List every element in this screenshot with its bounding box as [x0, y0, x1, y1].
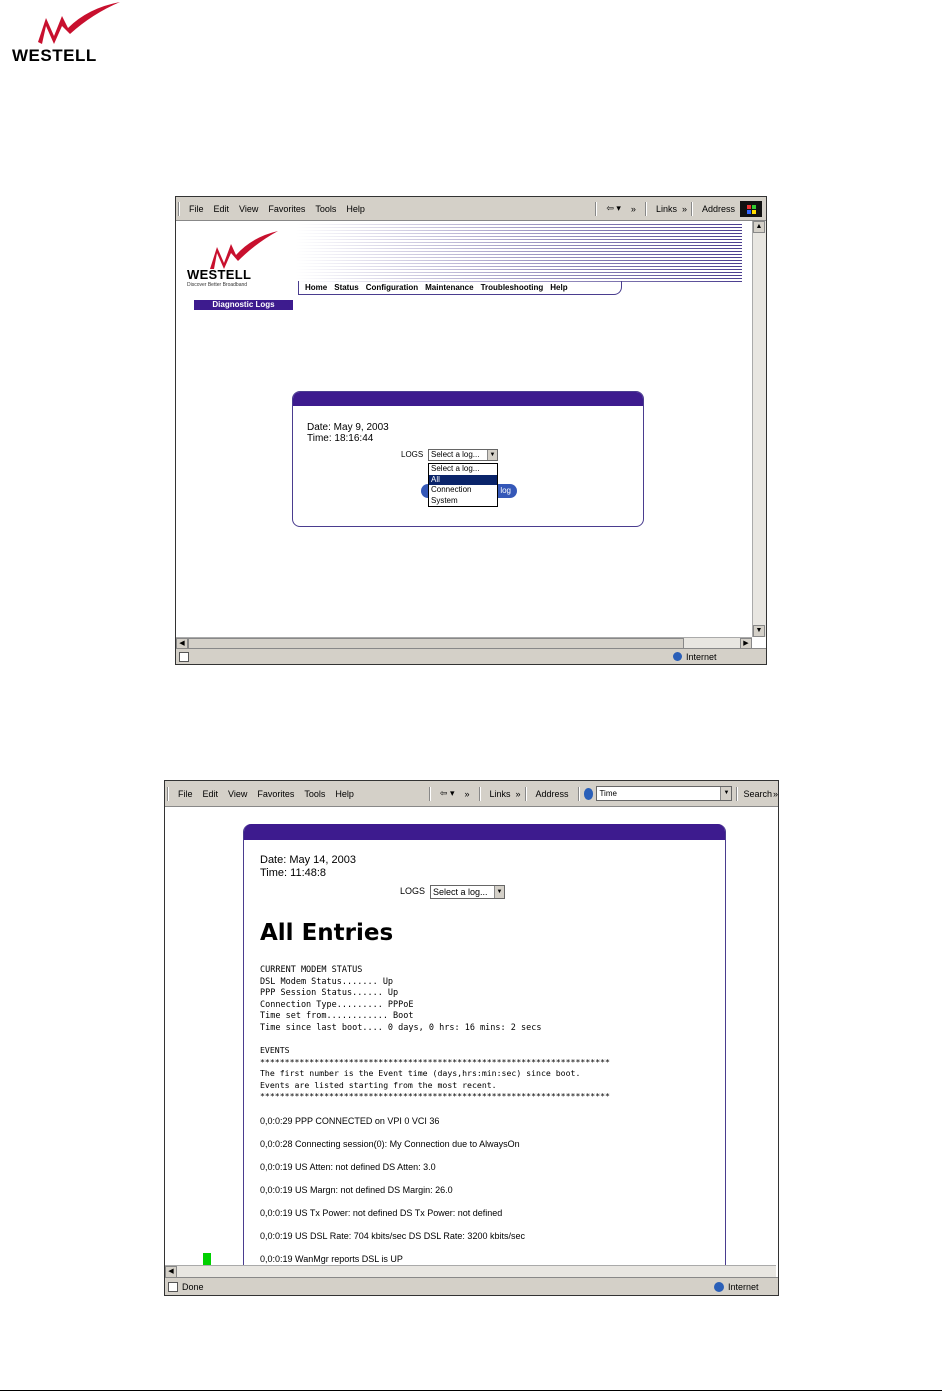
- scroll-left-icon[interactable]: ◀: [176, 638, 188, 650]
- nav-maintenance[interactable]: Maintenance: [425, 283, 474, 292]
- logo-tagline: Discover Better Broadband: [187, 282, 248, 288]
- site-nav: [298, 281, 622, 295]
- dropdown-arrow-icon[interactable]: ▼: [487, 450, 497, 460]
- menu-help[interactable]: Help: [335, 788, 354, 799]
- scroll-right-icon[interactable]: ▶: [740, 638, 752, 650]
- menu-edit[interactable]: Edit: [202, 788, 219, 799]
- page-content: [167, 807, 776, 1269]
- event-line: 0,0:0:29 PPP CONNECTED on VPI 0 VCI 36: [260, 1116, 440, 1126]
- menu-file[interactable]: File: [178, 788, 193, 799]
- logs-label: LOGS: [401, 450, 424, 459]
- toolbar-separator: [736, 787, 738, 801]
- toolbar-separator: [479, 787, 481, 801]
- links-chevron[interactable]: »: [681, 203, 687, 214]
- address-globe-icon: [584, 788, 594, 800]
- menu-view[interactable]: View: [239, 203, 259, 214]
- address-input[interactable]: [596, 786, 732, 801]
- page-heading: All Entries: [260, 920, 394, 946]
- option-all[interactable]: All: [429, 475, 497, 486]
- event-line: 0,0:0:19 US Margn: not defined DS Margin: 26.0: [260, 1185, 453, 1195]
- westell-page-logo: [8, 0, 128, 70]
- horizontal-scrollbar[interactable]: [165, 1265, 776, 1277]
- time-text: Time: 18:16:44: [307, 433, 374, 444]
- option-select-a-log[interactable]: Select a log...: [431, 464, 480, 473]
- page-status-icon: [179, 652, 189, 662]
- log-select-value: Select a log...: [433, 887, 488, 897]
- scroll-left-icon[interactable]: ◀: [165, 1266, 177, 1278]
- search-chevron[interactable]: »: [772, 788, 778, 799]
- event-line: 0,0:0:19 US Atten: not defined DS Atten: 3.0: [260, 1162, 436, 1172]
- log-select-value: Select a log...: [431, 450, 480, 459]
- vertical-scrollbar[interactable]: [752, 221, 766, 637]
- menu-favorites[interactable]: Favorites: [268, 203, 306, 214]
- browser-window-all-entries: [164, 780, 779, 1296]
- log-select[interactable]: [430, 885, 505, 899]
- event-line: 0,0:0:28 Connecting session(0): My Connection due to AlwaysOn: [260, 1139, 520, 1149]
- log-panel: [243, 824, 726, 1284]
- page-bottom-rule: [0, 1390, 942, 1391]
- scroll-up-icon[interactable]: ▲: [753, 221, 765, 233]
- back-button[interactable]: ⇦ ▾: [606, 203, 621, 213]
- panel-header: [293, 392, 643, 406]
- toolbar-separator: [595, 202, 597, 216]
- address-value: Time: [599, 789, 617, 798]
- log-dropdown-list: [428, 463, 498, 507]
- westell-swoosh-icon: [8, 0, 128, 50]
- windows-logo-icon: [740, 201, 762, 217]
- links-chevron[interactable]: »: [515, 788, 521, 799]
- header-stripes-fade: [296, 224, 742, 282]
- date-time: [260, 854, 356, 880]
- toolbar-chevron[interactable]: »: [630, 203, 636, 214]
- back-button[interactable]: ⇦ ▾: [439, 788, 455, 798]
- menu-tools[interactable]: Tools: [315, 203, 337, 214]
- toolbar-chevron[interactable]: »: [464, 788, 470, 799]
- address-label: Address: [535, 788, 569, 799]
- menu-favorites[interactable]: Favorites: [257, 788, 295, 799]
- globe-icon: [673, 652, 682, 661]
- status-bar: [176, 648, 766, 664]
- section-label: Diagnostic Logs: [194, 300, 293, 310]
- toolbar-separator: [578, 787, 580, 801]
- status-text: Done: [182, 1281, 204, 1292]
- page-done-icon: [168, 1282, 178, 1292]
- search-button[interactable]: Search: [743, 788, 772, 799]
- event-line: 0,0:0:19 US Tx Power: not defined DS Tx Power: not defined: [260, 1208, 503, 1218]
- menu-edit[interactable]: Edit: [213, 203, 230, 214]
- option-connection[interactable]: Connection: [431, 485, 472, 494]
- logo-wordmark: WESTELL: [187, 267, 252, 282]
- address-dropdown-icon[interactable]: ▼: [720, 787, 731, 800]
- browser-window-diagnostic-logs: [175, 196, 767, 665]
- event-line: 0,0:0:19 US DSL Rate: 704 kbits/sec DS DSL Rate: 3200 kbits/sec: [260, 1231, 525, 1241]
- toolbar-separator: [691, 202, 693, 216]
- menu-grip: [167, 787, 169, 801]
- nav-home[interactable]: Home: [305, 283, 328, 292]
- view-log-button[interactable]: log: [421, 484, 517, 498]
- date-time: [307, 422, 389, 444]
- logs-label: LOGS: [400, 886, 426, 896]
- globe-icon: [714, 1282, 724, 1292]
- links-button[interactable]: Links: [489, 788, 511, 799]
- zone-label: Internet: [686, 651, 717, 662]
- menu-file[interactable]: File: [189, 203, 204, 214]
- nav-configuration[interactable]: Configuration: [365, 283, 419, 292]
- toolbar-separator: [525, 787, 527, 801]
- modem-status-block: CURRENT MODEM STATUS DSL Modem Status....... Up PPP Session Status...... Up Connection Type......... PPPoE Time set from............ Boot Time since last boot.... 0 days, 0 hrs: 16 mins: 2 secs: [260, 965, 542, 1033]
- events-block: EVENTS *********************************************************************** The first number is the Event time (days,hrs:min:sec) since boot. Events are listed starting from the most recent. ***********************************************************************: [260, 1045, 610, 1101]
- address-label: Address: [701, 203, 735, 214]
- log-panel: [292, 391, 644, 527]
- date-text: Date: May 14, 2003: [260, 854, 357, 866]
- zone-label: Internet: [728, 1281, 759, 1292]
- links-button[interactable]: Links: [655, 203, 677, 214]
- nav-help[interactable]: Help: [550, 283, 568, 292]
- toolbar-separator: [429, 787, 431, 801]
- nav-status[interactable]: Status: [334, 283, 359, 292]
- menu-help[interactable]: Help: [346, 203, 365, 214]
- scroll-down-icon[interactable]: ▼: [753, 625, 765, 637]
- menu-grip: [178, 202, 180, 216]
- page-content: [178, 221, 752, 637]
- status-bar: [165, 1277, 778, 1295]
- date-text: Date: May 9, 2003: [307, 422, 389, 433]
- menu-tools[interactable]: Tools: [304, 788, 326, 799]
- panel-header: [244, 824, 725, 840]
- menu-view[interactable]: View: [228, 788, 248, 799]
- menu-bar: [165, 781, 778, 807]
- toolbar-separator: [645, 202, 647, 216]
- option-system[interactable]: System: [431, 495, 458, 505]
- dropdown-arrow-icon[interactable]: ▼: [494, 886, 504, 898]
- nav-troubleshooting[interactable]: Troubleshooting: [480, 283, 544, 292]
- log-select[interactable]: [428, 449, 498, 461]
- event-line: 0,0:0:19 WanMgr reports DSL is UP: [260, 1254, 403, 1264]
- time-text: Time: 11:48:8: [260, 867, 327, 879]
- menu-bar: [176, 197, 766, 221]
- logo-wordmark: WESTELL: [12, 46, 97, 65]
